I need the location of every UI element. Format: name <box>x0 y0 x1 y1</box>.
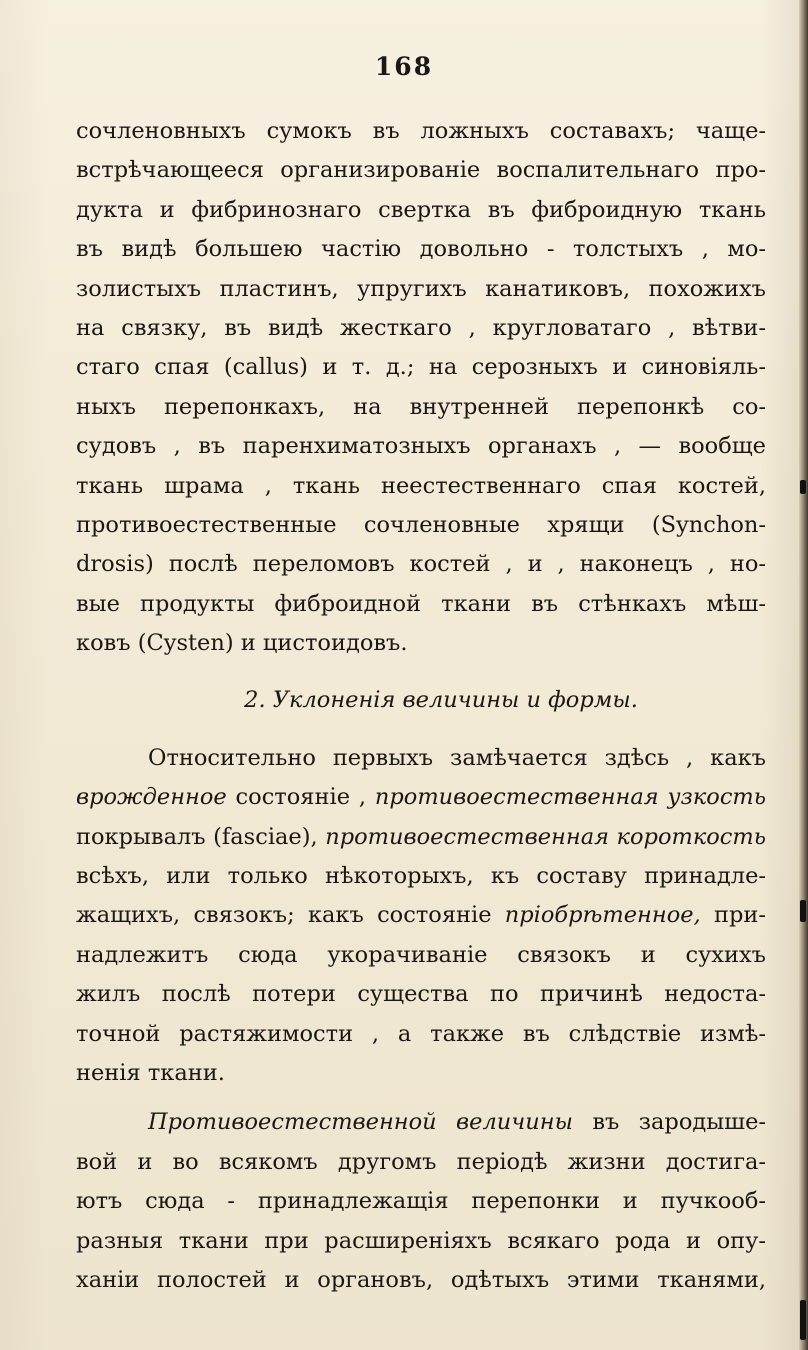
text-segment: ютъ сюда - принадлежащія перепонки и пучкооб- <box>76 1188 766 1215</box>
italic-text: Противоестественной величины <box>148 1109 573 1136</box>
text-line: золистыхъ пластинъ, упругихъ канатиковъ, похожихъ <box>76 275 766 302</box>
page-number: 168 <box>374 52 434 81</box>
text-line: противоестественные сочленовные хрящи (Synchon- <box>76 511 766 538</box>
paragraph-3 <box>76 1103 766 1300</box>
text-line <box>76 818 766 857</box>
text-line: въ видѣ большею частію довольно - толстыхъ , мо- <box>76 236 766 263</box>
edge-mark <box>800 1300 806 1340</box>
text-line <box>76 1054 766 1093</box>
text-line: судовъ , въ паренхиматозныхъ органахъ , — вообще <box>76 433 766 460</box>
text-line <box>76 1261 766 1300</box>
edge-mark <box>800 900 806 922</box>
text-line <box>76 1103 766 1142</box>
text-line <box>76 778 766 817</box>
section-heading: 2. Уклоненія величины и формы. <box>244 687 638 714</box>
text-segment: точной растяжимости , а также въ слѣдствіе измѣ- <box>76 1020 766 1047</box>
text-segment: надлежитъ сюда укорачиваніе связокъ и сухихъ <box>76 941 766 968</box>
spacer <box>76 729 766 739</box>
text-line <box>76 1182 766 1221</box>
text-line: drosis) послѣ переломовъ костей , и , наконецъ , но- <box>76 551 766 578</box>
spacer <box>76 1093 766 1103</box>
text-line: на связку, въ видѣ жесткаго , кругловатаго , вѣтви- <box>76 314 766 341</box>
text-line <box>76 739 766 778</box>
italic-text: противоестественная узкость <box>374 784 766 811</box>
edge-mark <box>800 480 806 494</box>
text-line <box>76 975 766 1014</box>
spacer <box>76 663 766 673</box>
text-segment: покрывалъ (fasciae), <box>76 823 326 850</box>
text-line: встрѣчающееся организированіе воспалительнаго про- <box>76 157 766 184</box>
paragraph-2 <box>76 739 766 1094</box>
text-line <box>76 1015 766 1054</box>
text-line: ковъ (Cysten) и цистоидовъ. <box>76 630 408 657</box>
text-line <box>76 1222 766 1261</box>
body-text <box>76 112 766 1300</box>
text-line: ныхъ перепонкахъ, на внутренней перепонкѣ со- <box>76 393 766 420</box>
text-segment: всѣхъ, или только нѣкоторыхъ, къ составу принадле- <box>76 863 766 890</box>
text-line: ткань шрама , ткань неестественнаго спая костей, <box>76 472 766 499</box>
text-segment: въ зародыше- <box>572 1109 766 1136</box>
text-segment: жилъ послѣ потери существа по причинѣ недоста- <box>76 981 766 1008</box>
text-segment: состояніе , <box>226 784 375 811</box>
text-line: вые продукты фиброидной ткани въ стѣнкахъ мѣш- <box>76 590 766 617</box>
italic-text: пріобрѣтенное, <box>504 902 701 929</box>
text-line: стаго спая (callus) и т. д.; на серозныхъ и синовіяль- <box>76 354 766 381</box>
text-segment: ненія ткани. <box>76 1059 225 1086</box>
text-segment: при- <box>700 902 766 929</box>
italic-text: врожденное <box>76 784 227 811</box>
text-line <box>76 936 766 975</box>
page-edge-shadow <box>799 0 808 1350</box>
text-segment: разныя ткани при расширеніяхъ всякаго рода и опу- <box>76 1227 766 1254</box>
text-segment: Относительно первыхъ замѣчается здѣсь , какъ <box>148 744 766 771</box>
text-line: сочленовныхъ сумокъ въ ложныхъ составахъ; чаще- <box>76 118 766 144</box>
text-line <box>76 857 766 896</box>
text-line <box>76 1143 766 1182</box>
text-segment: жащихъ, связокъ; какъ состояніе <box>76 902 505 929</box>
text-line <box>76 896 766 935</box>
text-segment: вой и во всякомъ другомъ періодѣ жизни достига- <box>76 1148 766 1175</box>
italic-text: противоестественная короткость <box>325 823 766 850</box>
paragraph-1 <box>76 112 766 663</box>
text-line: дукта и фибринознаго свертка въ фиброидную ткань <box>76 196 766 223</box>
text-segment: ханіи полостей и органовъ, одѣтыхъ этими тканями, <box>76 1266 766 1293</box>
